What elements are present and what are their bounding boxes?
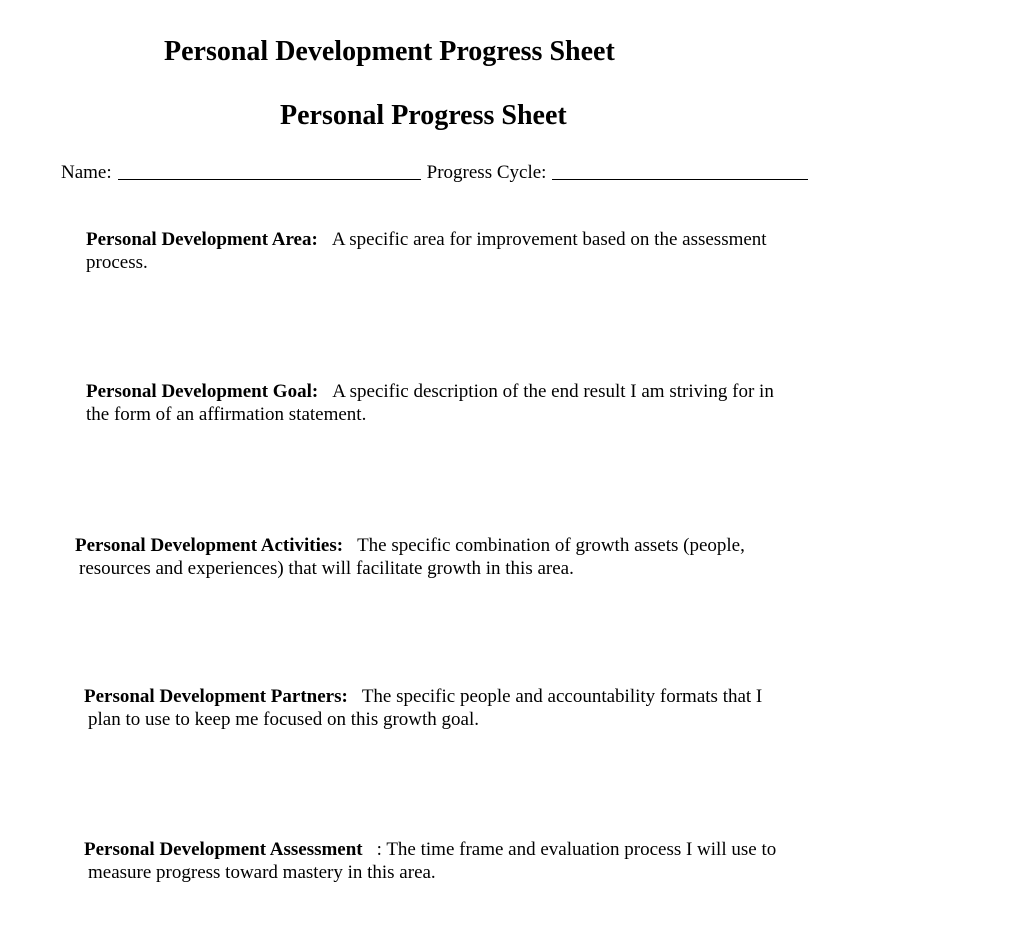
section-text: : The time frame and evaluation process I will use to — [376, 839, 777, 860]
section-text-continued: process. — [86, 252, 148, 273]
section-development-area — [86, 228, 976, 274]
section-text: The specific combination of growth assets (people, — [357, 535, 745, 556]
document-title: Personal Development Progress Sheet — [164, 36, 615, 67]
section-development-goal — [86, 380, 976, 426]
section-label: Personal Development Goal: — [86, 381, 319, 402]
section-label: Personal Development Partners: — [84, 686, 348, 707]
section-label: Personal Development Area: — [86, 229, 318, 250]
section-development-activities — [75, 534, 955, 580]
section-line — [86, 380, 976, 403]
name-field[interactable] — [118, 178, 421, 180]
progress-cycle-field[interactable] — [552, 178, 808, 180]
section-development-assessment — [84, 838, 984, 884]
section-line — [84, 838, 984, 861]
section-line — [75, 534, 955, 557]
section-development-partners — [84, 685, 974, 731]
section-text: A specific area for improvement based on the assessment — [331, 229, 767, 250]
progress-cycle-label: Progress Cycle: — [426, 162, 547, 183]
section-line — [86, 228, 976, 251]
section-text-continued: the form of an affirmation statement. — [86, 404, 367, 425]
section-text-continued: measure progress toward mastery in this area. — [88, 862, 436, 883]
section-text-continued: plan to use to keep me focused on this growth goal. — [88, 709, 480, 730]
name-label: Name: — [61, 162, 112, 183]
section-line — [84, 685, 974, 708]
section-label: Personal Development Activities: — [75, 535, 344, 556]
section-text: The specific people and accountability formats that I — [361, 686, 763, 707]
name-cycle-row — [61, 162, 814, 184]
section-text: A specific description of the end result I am striving for in — [332, 381, 774, 402]
section-label: Personal Development Assessment — [84, 839, 363, 860]
section-text-continued: resources and experiences) that will facilitate growth in this area. — [79, 558, 574, 579]
document-subtitle: Personal Progress Sheet — [280, 100, 567, 131]
